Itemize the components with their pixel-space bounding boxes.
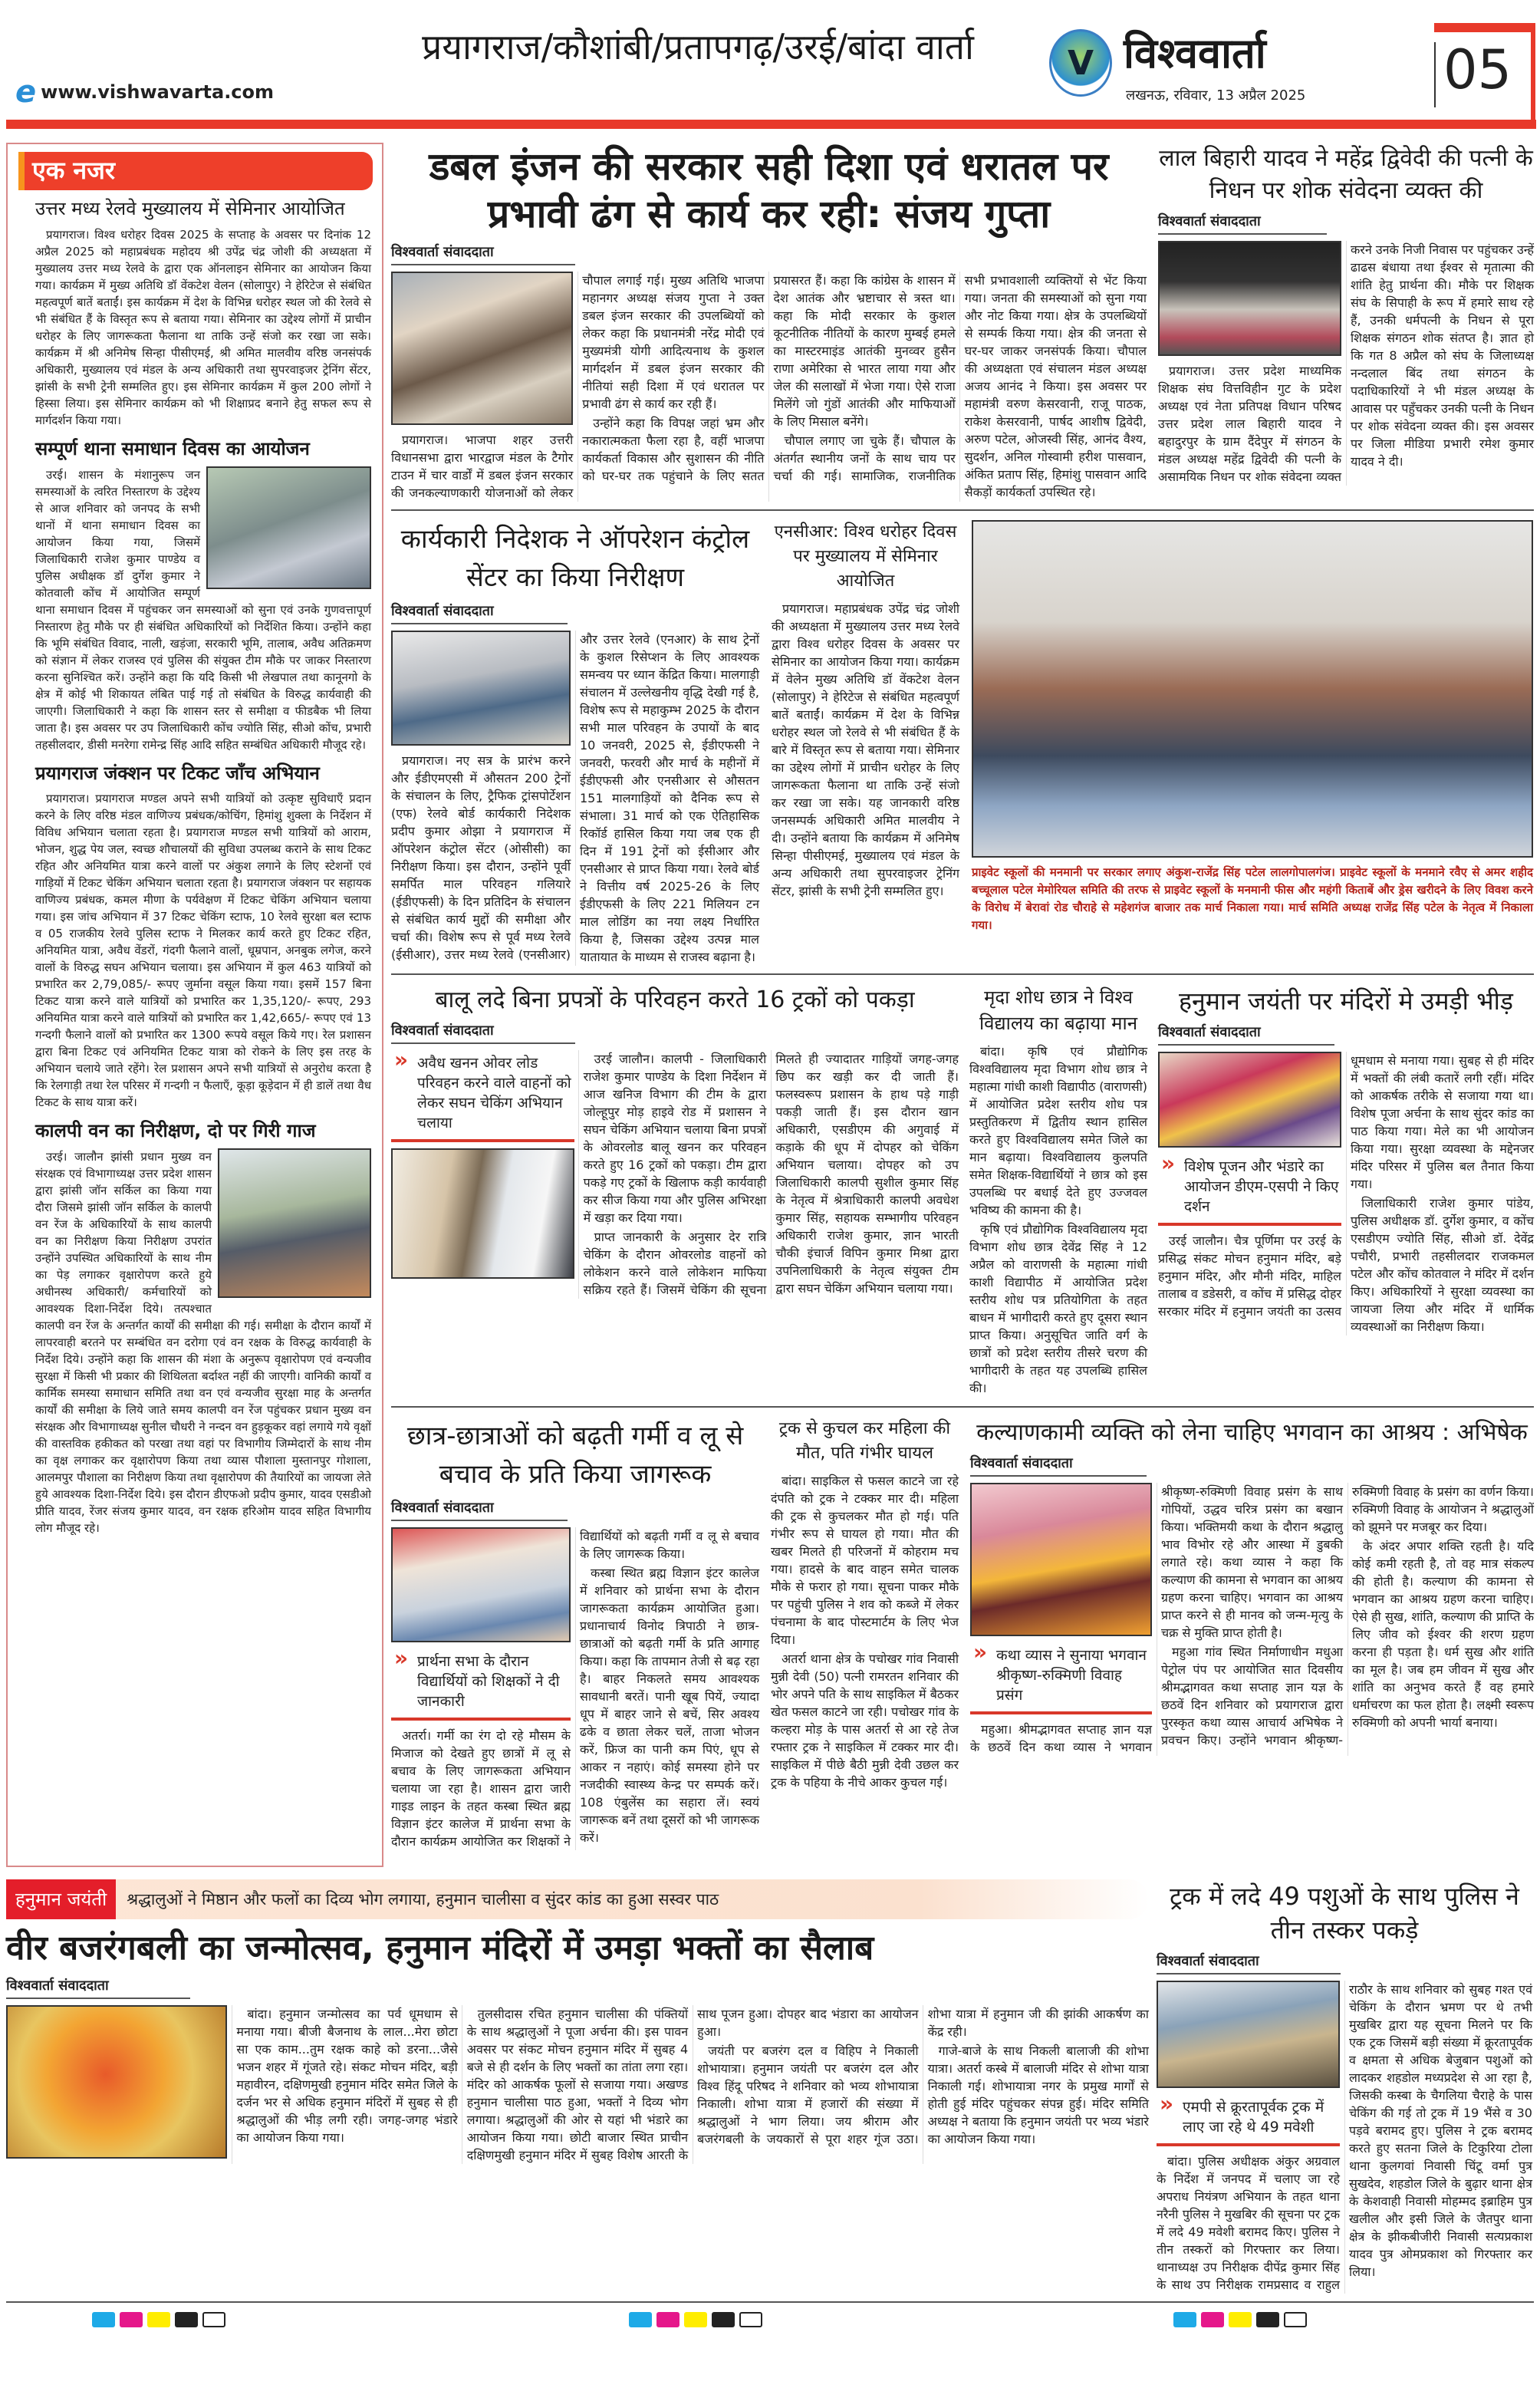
article-title: उत्तर मध्य रेलवे मुख्यालय में सेमिनार आयोजित bbox=[35, 198, 345, 219]
kathavyas-photo bbox=[970, 1483, 1152, 1636]
students-body bbox=[391, 1527, 759, 1850]
double-chevron-icon: » bbox=[394, 1047, 409, 1072]
hanuman-urai-body bbox=[1158, 1052, 1534, 1336]
page-number: 05 bbox=[1443, 38, 1512, 101]
kathavyas-headline: कल्याणकामी व्यक्ति को लेना चाहिए भगवान का आश्रय : अभिषेक bbox=[976, 1419, 1528, 1446]
protest-photo bbox=[972, 520, 1533, 858]
kathavyas-pullquote: » कथा व्यास ने सुनाया भगवान श्रीकृष्ण-रुक्मिणी विवाह प्रसंग bbox=[970, 1642, 1152, 1714]
divider bbox=[1434, 42, 1436, 107]
byline: विश्ववार्ता संवाददाता bbox=[391, 601, 568, 624]
hanuman-urai-article bbox=[1158, 984, 1534, 1398]
lead-headline: डबल इंजन की सरकार सही दिशा एवं धरातल पर प्रभावी ढंग से कार्य कर रही: संजय गुप्ता bbox=[429, 144, 1109, 236]
sand-article bbox=[391, 984, 959, 1398]
condolence-photo bbox=[1158, 241, 1341, 356]
paragraph: प्राप्त जानकारी के अनुसार देर रात्रि चेकिंग के दौरान ओवरलोड वाहनों को लोकेशन करने वाले लोकेशन माफिया सक्रिय रहते हैं। जिसमें चेकिंग की सूचना मिलते ही ज्यादातर गाड़ियों जगह-जगह छिप कर खड़ी कर दी जाती हैं। फलस्वरूप प्रशासन के हाथ पड़े गाड़ी पकड़ी जाती हैं। इस दौरान खान अधिकारी, एसडीएम की अगुवाई में कड़ाके की धूप में दोपहर को चेकिंग अभियान चलाया। दोपहर को उप जिलाधिकारी कालपी सुशील कुमार सिंह के नेतृत्व में श्रेत्राधिकारी कालपी अवधेश कुमार सिंह, सहायक सम्भागीय परिवहन अधिकारी राजेश कुमार, ज्ञान भारती चौकी इंचार्ज विपिन कुमार मिश्रा द्वारा उपनिलाधिकारी के नेतृत्व संयुक्त टीम द्वारा सघन चेकिंग अभियान चलाया गया। bbox=[583, 1052, 959, 1297]
byline: विश्ववार्ता संवाददाता bbox=[1158, 212, 1327, 235]
byline: विश्ववार्ता संवाददाता bbox=[391, 1498, 568, 1521]
hanuman-urai-headline: हनुमान जयंती पर मंदिरों मे उमड़ी भीड़ bbox=[1179, 986, 1513, 1016]
paragraph: बांदा। पुलिस अधीक्षक अंकुर अग्रवाल के निर्देश में जनपद में चलाए जा रहे अपराध नियंत्रण अभियान के तहत थाना नरैनी पुलिस ने मुखबिर की सूचना पर ट्रक में लदे 49 मवेशी बरामद किए। पुलिस ने तीन तस्करों को गिरफ्तार कर लिया। थानाध्यक्ष उप निरीक्षक दीपेंद्र कुमार सिंह के साथ उप निरीक्षक रामप्रसाद व राहुल राठौर के साथ शनिवार को सुबह गश्त एवं चेकिंग के दौरान भ्रमण पर थे तभी मुखबिर द्वारा यह सूचना मिलने पर कि एक ट्रक जिसमें बड़ी संख्या में क्रूरतापूर्वक व क्षमता से अधिक बेजुबान पशुओं को लादकर शहडोल मध्यप्रदेश से आ रहा है, जिसकी कस्बा के चैगलिया चैराहे के पास चेकिंग की गई तो ट्रक में 19 भैंसे व 30 पड़वे बरामद हुए। पुलिस ने ट्रक बरामद करते हुए सतना जिले के टिकुरिया टोला थाना कुलगवां निवासी चिंटू वर्मा पुत्र सुखदेव, शहडोल जिले के बुढ़ार थाना क्षेत्र के केशवाही निवासी मोहम्मद इब्राहिम पुत्र खलील और इसी जिले के जैतपुर थाना क्षेत्र के झीकबीजीरी निवासी सत्यप्रकाश यादव पुत्र ओमप्रकाश को गिरफ्तार कर लिया। bbox=[1157, 1982, 1532, 2292]
cattle-pullquote: » एमपी से क्रूरतापूर्वक ट्रक में लाए जा रहे थे 49 मवेशी bbox=[1157, 2094, 1340, 2146]
article-body bbox=[35, 466, 371, 753]
paragraph: महुआ गांव स्थित निर्माणाधीन मधुआ पेट्रोल पंप पर आयोजित सात दिवसीय श्रीमद्भागवत कथा सप्ताह ज्ञान यज्ञ के छठवें दिन शनिवार को प्रयागराज द्वारा पुरस्कृत कथा व्यास आचार्य अभिषेक ने प्रवचन किए। उन्होंने भगवान श्रीकृष्ण-रुक्मिणी विवाह के प्रसंग का वर्णन किया। रुक्मिणी विवाह के आयोजन ने श्रद्धालुओं को झूमने पर मजबूर कर दिया। bbox=[1161, 1484, 1534, 1747]
sand-headline: बालू लदे बिना प्रपत्रों के परिवहन करते 16 ट्रकों को पकड़ा bbox=[435, 986, 915, 1013]
ncr-headline: एनसीआर: विश्व धरोहर दिवस पर मुख्यालय में सेमिनार आयोजित bbox=[774, 522, 957, 591]
truck-accident-headline: ट्रक से कुचल कर महिला की मौत, पति गंभीर घायल bbox=[778, 1419, 951, 1463]
lead-body bbox=[391, 272, 1147, 502]
hanuman-urai-pullquote: » विशेष पूजन और भंडारे का आयोजन डीएम-एसपी ने किए दर्शन bbox=[1158, 1154, 1341, 1226]
paragraph: उरई जालौन। कालपी - जिलाधिकारी राजेश कुमार पाण्डेय के दिशा निर्देशन में आज खनिज विभाग की टीम के द्वारा जोल्हूपुर मोड़ हाइवे रोड में प्रशासन ने सघन चेकिंग अभियान चलाया बिना प्रपत्रों के ओवरलोड बालू खनन कर परिवहन करते हुए 16 ट्रकों को पकड़ा। टीम द्वारा पकड़े गए ट्रकों के खिलाफ कड़ी कार्यवाही कर सीज किया गया और पुलिस अभिरक्षा में खड़ा कर दिया गया। bbox=[583, 1052, 767, 1225]
paragraph: जयंती पर बजरंग दल व विहिप ने निकाली शोभायात्रा। हनुमान जयंती पर बजरंग दल और विश्व हिंदू परिषद ने शनिवार को भव्य शोभायात्रा निकाली। शोभा यात्रा में हजारों की संख्या में श्रद्धालुओं ने भाग लिया। जय श्रीराम और बजरंगबली के जयकारों से पूरा शहर गूंज उठा। शोभा यात्रा में हनुमान जी की झांकी आकर्षण का केंद्र रही। bbox=[697, 2007, 1149, 2146]
paragraph: गाजे-बाजे के साथ निकली बालाजी की शोभा यात्रा। अतर्रा कस्बे में बालाजी मंदिर से शोभा यात्रा निकाली गई। शोभायात्रा नगर के प्रमुख मार्गों से होती हुई मंदिर पहुंचकर संपन्न हुई। मंदिर समिति अध्यक्ष ने बताया कि हनुमान जयंती पर भव्य भंडारे का आयोजन किया गया। bbox=[927, 2044, 1149, 2146]
condolence-article bbox=[1158, 143, 1534, 502]
byline: विश्ववार्ता संवाददाता bbox=[1157, 1951, 1341, 1974]
paragraph: के अंदर अपार शक्ति रहती है। यदि कोई कमी रहती है, तो वह मात्र संकल्प की होती है। कल्याण की कामना से भगवान का आश्रय ग्रहण करना चाहिए। ऐसे ही सुख, शांति, कल्याण की प्राप्ति के लिए जीव को ईश्वर की शरण ग्रहण करना ही पड़ता है। धर्म सुख और शांति का मूल है। जब हम जीवन में सुख और शांति का अनुभव करते हैं वह हमारे धर्माचरण का फल होता है। लक्ष्मी स्वरूप रुक्मिणी को अपनी भार्या बनाया। bbox=[1352, 1539, 1534, 1730]
ncr-article bbox=[772, 520, 959, 966]
kathavyas-article bbox=[970, 1417, 1534, 1850]
paragraph: बांदा। हनुमान जन्मोत्सव का पर्व धूमधाम से मनाया गया। बीजी बैजनाथ के लाल...मेरा छोटा सा एक काम...तुम रक्षक काहे को डरना...जैसे भजन शहर में गूंजते रहे। संकट मोचन मंदिर, बड़ी महावीरन, दक्षिणमुखी हनुमान मंदिर समेत जिले के दर्जन भर से अधिक हनुमान मंदिरों में सुबह से ही श्रद्धालुओं की भीड़ लगी रही। जगह-जगह भंडारे का आयोजन किया गया। bbox=[236, 2007, 458, 2145]
kathavyas-body bbox=[970, 1483, 1534, 1756]
paragraph: बांदा। साइकिल से फसल काटने जा रहे दंपति को ट्रक ने टक्कर मार दी। महिला की ट्रक से कुचलकर मौत हो गई। पति गंभीर रूप से घायल हो गया। मौत की खबर मिलते ही परिजनों में कोहराम मच गया। हादसे के बाद वाहन समेत चालक मौके से फरार हो गया। सूचना पाकर मौके पर पहुंची पुलिस ने शव को कब्जे में लेकर पंचनामा के बाद पोस्टमार्टम के लिए भेज दिया। bbox=[771, 1474, 959, 1647]
article-body bbox=[35, 226, 371, 429]
band-subheadline: श्रद्धालुओं ने मिष्ठान और फलों का दिव्य भोग लगाया, हनुमान चालीसा व सुंदर कांड का हुआ सस्वर पाठ bbox=[127, 1890, 719, 1909]
police-seized-truck-photo bbox=[1157, 1981, 1340, 2088]
article-title: सम्पूर्ण थाना समाधान दिवस का आयोजन bbox=[35, 437, 310, 459]
color-swatches-right bbox=[1173, 2312, 1307, 2327]
students-photo bbox=[391, 1527, 571, 1642]
edition-title: प्रयागराज/कौशांबी/प्रतापगढ़/उरई/बांदा वार्ता bbox=[422, 26, 974, 68]
hanuman-jayanti-band bbox=[6, 1879, 1149, 1919]
paragraph: प्रयागराज। महाप्रबंधक उपेंद्र चंद्र जोशी की अध्यक्षता में मुख्यालय उत्तर मध्य रेलवे द्वारा विश्व धरोहर दिवस के अवसर पर सेमिनार का आयोजन किया गया। कार्यक्रम में वेलेन मुख्य अतिथि डॉ वेंकटेश वेलन (सोलापुर) ने हेरिटेज से संबंधित महत्वपूर्ण बातें बताईं। कार्यक्रम में देश के विभिन्न धरोहर स्थल जो रेलवे से भी संबंधित हैं के बारे में विस्तृत रूप से बताया गया। सेमिनार का उद्देश्य लोगों में प्राचीन धरोहर के लिए जागरूकता फैलाना था ताकि उन्हें संजो कर रखा जा सके। यह जानकारी वरिष्ठ जनसम्पर्क अधिकारी अमित मालवीय ने दी। उन्होंने बताया कि कार्यक्रम में अनिमेष सिन्हा पीसीएमई, मुख्यालय एवं मंडल के अन्य अधिकारी तथा सुपरवाइजर ट्रेनिंग सेंटर, झांसी के सभी ट्रेनी सम्मलित हुए। bbox=[772, 601, 959, 898]
header-red-bar bbox=[6, 120, 1536, 129]
color-swatches-mid bbox=[629, 2312, 762, 2327]
condolence-body bbox=[1158, 241, 1534, 486]
browser-e-icon: e bbox=[15, 74, 37, 110]
sand-pullquote: » अवैध खनन ओवर लोड परिवहन करने वाले वाहनों को लेकर सघन चेकिंग अभियान चलाया bbox=[391, 1050, 574, 1142]
paragraph: प्रयागराज। उत्तर प्रदेश माध्यमिक शिक्षक संघ वित्तविहीन गुट के प्रदेश अध्यक्ष एवं नेता प्रतिपक्ष विधान परिषद उत्तर प्रदेश लाल बिहारी यादव ने बहादुरपुर के ग्राम दैंदेपुर में संगठन के मंडल अध्यक्ष महेंद्र द्विवेदी की पत्नी के असामयिक निधन पर शोक संवेदना व्यक्त करने उनके निजी निवास पर पहुंचकर उन्हें ढाढस बंधाया तथा ईश्वर से मृतात्मा की शांति हेतु प्रार्थना की। मौके पर शिक्षक संघ के सिपाही के रूप में हमारे साथ रहे हैं, उनकी धर्मपत्नी के निधन से पूरा शिक्षक संगठन शोक संतप्त है। ज्ञात हो कि गत 8 अप्रैल को संघ के जिलाध्यक्ष नन्दलाल बिंद तथा संगठन के पदाधिकारियों ने भी मंडल अध्यक्ष के आवास पर पहुँचकर उनकी पत्नी के निधन पर शोक संवेदना व्यक्त की। इस अवसर पर जिला मीडिया प्रभारी रमेश कुमार यादव ने दी। bbox=[1158, 242, 1534, 484]
article-title: प्रयागराज जंक्शन पर टिकट जाँच अभियान bbox=[35, 762, 320, 784]
website-link[interactable]: e www.vishwavarta.com bbox=[15, 74, 275, 110]
byline: विश्ववार्ता संवाददाता bbox=[970, 1454, 1147, 1477]
article-title: कालपी वन का निरीक्षण, दो पर गिरी गाज bbox=[35, 1120, 316, 1142]
protest-article bbox=[972, 520, 1533, 966]
paragraph: जिलाधिकारी राजेश कुमार पांडेय, पुलिस अधीक्षक डॉ. दुर्गेश कुमार, व कोंच एसडीएम ज्योति सिंह, सीओ डॉ. देवेंद्र पचौरी, प्रभारी तहसीलदार राजकमल पटेल और कोंच कोतवाल ने मंदिर में दर्शन किए। अधिकारियों ने सुरक्षा व्यवस्था का जायजा लिया और मंदिर में धार्मिक व्यवस्थाओं का निरीक्षण किया। bbox=[1351, 1196, 1534, 1334]
soil-headline: मृदा शोध छात्र ने विश्व विद्यालय का बढ़ाया मान bbox=[979, 986, 1138, 1034]
sand-trucks-photo bbox=[391, 1148, 574, 1279]
paragraph: उरई जालौन। चैत्र पूर्णिमा पर उरई के प्रसिद्ध संकट मोचन हनुमान मंदिर, बड़े हनुमान मंदिर, और मौनी मंदिर, माहिल तालाब व डडेसरी, व कोंच में प्रसिद्ध दोहर सरकार मंदिर में हनुमान जयंती का उत्सव धूमधाम से मनाया गया। सुबह से ही मंदिर में भक्तों की लंबी कतारें लगी रहीं। मंदिर को आकर्षक तरीके से सजाया गया था। विशेष पूजा अर्चना के साथ सुंदर कांड का पाठ किया गया। मेले का भी आयोजन किया गया। सुरक्षा व्यवस्था के मद्देनजर मंदिर परिसर में पुलिस बल तैनात किया गया। bbox=[1158, 1053, 1534, 1319]
students-pullquote: » प्रार्थना सभा के दौरान विद्यार्थियों को शिक्षकों ने दी जानकारी bbox=[391, 1648, 571, 1721]
sand-body bbox=[391, 1047, 959, 1299]
bottom-headline: वीर बजरंगबली का जन्मोत्सव, हनुमान मंदिरों में उमड़ा भक्तों का सैलाब bbox=[6, 1928, 874, 1968]
brand-name: विश्ववार्ता bbox=[1124, 29, 1266, 77]
paragraph: उरई। शासन के मंशानुरूप जन समस्याओं के त्वरित निस्तारण के उद्देश्य से आज शनिवार को जनपद के सभी थानों में थाना समाधान दिवस का आयोजन किया गया, जिसमें जिलाधिकारी राजेश कुमार पाण्डेय व पुलिस अधीक्षक डॉ दुर्गेश कुमार ने कोतवाली कोंच में आयोजित सम्पूर्ण थाना समाधान दिवस में पहुंचकर जन समस्याओं को सुना एवं उनके गुणवत्तापूर्ण निस्तारण हेतु मौके पर ही संबंधित अधिकारियों को निर्देशित किया। उन्होंने कहा कि भूमि संबंधित विवाद, नाली, खड़ंजा, सरकारी भूमि, तालाब, अवैध अतिक्रमण को संज्ञान में लेकर राजस्व एवं पुलिस की संयुक्त टीम मौके पर जाकर निस्तारण करना सुनिश्चित करें। उन्होंने कहा कि यदि किसी भी लेखपाल तथा कानूनगो के क्षेत्र में कोई भी शिकायत लंबित पाई गई तो संबंधित के विरुद्ध कार्यवाही की जाएगी। जिलाधिकारी ने कहा कि शासन स्तर से समीक्षा व फीडबैक भी लिया जाता है। इस अवसर पर उप जिलाधिकारी कोंच ज्योति सिंह, सीओ कोंच, प्रभारी तहसीलदार, डीसी मनरेगा रामेन्द्र सिंह आदि सहित सम्बंधित अधिकारी मौजूद रहे। bbox=[35, 467, 371, 752]
temple-crowd-photo bbox=[1158, 1052, 1341, 1148]
byline: विश्ववार्ता संवाददाता bbox=[6, 1976, 190, 1999]
students-headline: छात्र-छात्राओं को बढ़ती गर्मी व लू से बचाव के प्रति किया जागरूक bbox=[406, 1421, 744, 1490]
cattle-body bbox=[1157, 1981, 1532, 2294]
lead-article bbox=[391, 143, 1147, 502]
condolence-headline: लाल बिहारी यादव ने महेंद्र द्विवेदी की पत्नी के निधन पर शोक संवेदना व्यक्त की bbox=[1159, 145, 1533, 204]
byline: विश्ववार्ता संवाददाता bbox=[1158, 1023, 1334, 1046]
kalpi-van-photo bbox=[218, 1148, 371, 1298]
paragraph: अतर्रा थाना क्षेत्र के पचोखर गांव निवासी मुन्नी देवी (50) पत्नी रामरतन शनिवार की भोर अपने पति के साथ साइकिल में बैठकर खेत फसल काटने जा रही। पचोखर गांव के कल्हरा मोड़ के पास अतर्रा से आ रहे तेज रफ्तार ट्रक ने साइकिल में टक्कर मार दी। साइकिल में पीछे बैठी मुन्नी देवी उछल कर ट्रक के पहिया के नीचे आकर कुचल गई। bbox=[771, 1652, 959, 1790]
paragraph: प्रयागराज। भाजपा शहर उत्तरी विधानसभा द्वारा भारद्वाज मंडल के टैगोर टाउन में चार वार्डों में डबल इंजन सरकार की जनकल्याणकारी योजनाओं को लेकर चौपाल लगाई गई। मुख्य अतिथि भाजपा महानगर अध्यक्ष संजय गुप्ता ने उक्त डबल इंजन सरकार की उपलब्धियों को लेकर कहा कि प्रधानमंत्री नरेंद्र मोदी एवं मुख्यमंत्री योगी आदित्यनाथ के कुशल मार्गदर्शन में डबल इंजन सरकार की नीतियां सही दिशा में एवं धरातल पर प्रभावी ढंग से कार्य कर रही हैं। bbox=[391, 273, 765, 500]
operation-headline: कार्यकारी निदेशक ने ऑपरेशन कंट्रोल सेंटर का किया निरीक्षण bbox=[400, 524, 750, 593]
truck-accident-article bbox=[771, 1417, 959, 1850]
double-chevron-icon: » bbox=[1161, 1151, 1176, 1176]
byline: विश्ववार्ता संवाददाता bbox=[391, 1021, 575, 1044]
operation-control-photo bbox=[391, 631, 571, 746]
color-swatches-left bbox=[92, 2312, 225, 2327]
dateline: लखनऊ, रविवार, 13 अप्रैल 2025 bbox=[1126, 87, 1306, 104]
print-registration-marks bbox=[0, 2312, 1540, 2343]
paragraph: बांदा। कृषि एवं प्रौद्योगिक विश्वविद्यालय मृदा विभाग शोध छात्र ने महात्मा गांधी काशी विद्यापीठ (वाराणसी) में आयोजित प्रदेश स्तरीय शोध पत्र प्रस्तुतिकरण में द्वितीय स्थान हासिल करते हुए विश्वविद्यालय समेत जिले का मान बढ़ाया। विश्वविद्यालय कुलपति समेत शिक्षक-विद्यार्थियों ने छात्र को इस उपलब्धि पर बधाई देते हुए उज्जवल भविष्य की कामना की है। bbox=[969, 1044, 1147, 1217]
article-body bbox=[35, 790, 371, 1111]
paragraph: अतर्रा। गर्मी का रंग दो रहे मौसम के मिजाज को देखते हुए छात्रों में लू से बचाव के लिए जागरूकता अभियान चलाया जा रहा है। शासन द्वारा जारी गाइड लाइन के तहत कस्बा स्थित ब्रह्म विज्ञान इंटर कालेज में प्रार्थना सभा के दौरान कार्यक्रम आयोजित कर शिक्षकों ने विद्यार्थियों को बढ़ती गर्मी व लू से बचाव के लिए जागरूक किया। bbox=[391, 1529, 759, 1849]
paragraph: प्रयागराज। विश्व धरोहर दिवस 2025 के सप्ताह के अवसर पर दिनांक 12 अप्रैल 2025 को महाप्रबंधक महोदय श्री उपेंद्र चंद्र जोशी की अध्यक्षता में मुख्यालय उत्तर मध्य रेलवे के द्वारा एक ऑनलाइन सेमिनार का आयोजन किया गया। कार्यक्रम में मुख्य अतिथि डॉ वेंकटेश वेलन (सोलापुर) ने हेरिटेज से संबंधित महत्वपूर्ण बातें बताईं। इस कार्यक्रम में देश के विभिन्न धरोहर स्थल जो की रेलवे से भी संबंधित हैं के विस्तृत रूप से बताया गया। सेमिनार का उद्देश्य लोगों में प्राचीन धरोहर के लिए जागरूकता फैलाना था ताकि उन्हें संजो कर रखा जा सके। कार्यक्रम में श्री अनिमेष सिन्हा पीसीएमई, श्री अमित मालवीय वरिष्ठ जनसंपर्क अधिकारी, मुख्यालय एवं मंडल के अन्य अधिकारी तथा सुपरवाइजर ट्रेनिंग सेंटर, झांसी के सभी ट्रेनी सम्मलित हुए। इस सेमिनार कार्यक्रम में कुल 200 लोगों ने हिस्सा लिया। इस सेमिनार कार्यक्रम को भी शिक्षाप्रद बनाने हेतु सफल रूप से मार्गदर्शन किया गया। bbox=[35, 227, 371, 427]
bottom-hanuman-article bbox=[6, 1879, 1149, 2294]
operation-article bbox=[391, 520, 759, 966]
ncr-body bbox=[772, 600, 959, 900]
soil-body bbox=[969, 1042, 1147, 1397]
brand-logo-icon: V bbox=[1049, 29, 1112, 97]
article-body bbox=[35, 1148, 371, 1536]
paragraph: उन्होंने कहा कि विपक्ष जहां भ्रम और नकारात्मकता फैला रहा है, वहीं भाजपा कार्यकर्ता विकास और सुशासन की नीति को घर-घर तक पहुंचाने के लिए सतत प्रयासरत हैं। कहा कि कांग्रेस के शासन में देश आतंक और भ्रष्टाचार से त्रस्त था। कहा कि मोदी सरकार के कुशल कूटनीतिक नीतियों के कारण मुम्बई हमले का मास्टरमाइंड आतंकी मुनव्वर हुसैन राणा अमेरिका से भारत लाया गया और जेल की सलाखों में भेजा गया। ऐसे राजा मिलेंगे जो गुंडों आतंकी और माफियाओं के लिए मिसाल बनेंगे। bbox=[582, 273, 956, 483]
ek-nazar-banner: एक नजर bbox=[18, 152, 373, 190]
double-chevron-icon: » bbox=[1160, 2091, 1174, 2116]
bottom-body bbox=[6, 2005, 1149, 2164]
double-chevron-icon: » bbox=[973, 1639, 988, 1665]
cattle-article bbox=[1157, 1879, 1532, 2294]
ek-nazar-column bbox=[6, 143, 383, 1867]
section-label: हनुमान जयंती bbox=[6, 1879, 116, 1919]
paragraph: कस्बा स्थित ब्रह्म विज्ञान इंटर कालेज में शनिवार को प्रार्थना सभा के दौरान जागरूकता कार्यक्रम आयोजित हुआ। प्रधानाचार्य विनोद त्रिपाठी ने छात्र-छात्राओं को बढ़ती गर्मी के प्रति आगाह किया। कहा कि तापमान तेजी से बढ़ रहा है। बाहर निकलते समय आवश्यक सावधानी बरतें। पानी खूब पियें, ज्यादा धूप में बाहर जाने से बचें, सिर अवश्य ढके व छाता लेकर चलें, ताजा भोजन करें, फ्रिज का पानी कम पिएं, धूप से आकर न नहाएं। कोई समस्या होने पर नजदीकी स्वास्थ्य केन्द्र पर सम्पर्क करें। 108 एंबुलेंस का सहारा लें। स्वयं जागरूक बनें तथा दूसरों को भी जागरूक करें। bbox=[580, 1566, 759, 1845]
protest-caption: प्राइवेट स्कूलों की मनमानी पर सरकार लगाए अंकुश-राजेंद्र सिंह पटेल लालगोपालगंज। प्राइवेट स्कूलों के मनमाने रवैए से अमर शहीद बच्चूलाल पटेल मेमोरियल समिति की तरफ से प्राइवेट स्कूलों के मनमानी फीस और महंगी किताबें और ड्रेस खरीदने के लिए विवश करने के विरोध में बेरावां रोड चौराहे से महेशगंज बाजार तक मार्च निकाला गया। मार्च समिति अध्यक्ष राजेंद्र सिंह पटेल के नेतृत्व में निकाला गया। bbox=[972, 865, 1533, 932]
students-article bbox=[391, 1417, 759, 1850]
paragraph: कृषि एवं प्रौद्योगिक विश्वविद्यालय मृदा विभाग शोध छात्र देवेंद्र सिंह ने 12 अप्रैल को वाराणसी के महात्मा गांधी काशी विद्यापीठ में आयोजित प्रदेश स्तरीय शोध पत्र प्रतियोगिता के तहत बाधन में भागीदारी करते हुए दूसरा स्थान प्राप्त किया। अनुसूचित जाति वर्ग के छात्रों को प्रदेश स्तरीय तीसरे चरण की भागीदारी के तहत यह उपलब्धि हासिल की। bbox=[969, 1222, 1147, 1395]
paragraph: महुआ। श्रीमद्भागवत सप्ताह ज्ञान यज्ञ के छठवें दिन कथा व्यास ने भगवान श्रीकृष्ण-रुक्मिणी विवाह प्रसंग के साथ गोपियों, उद्धव चरित्र प्रसंग का बखान किया। भक्तिमयी कथा के दौरान श्रद्धालु भाव विभोर रहे और आस्था में डुबकी लगाते रहे। कथा व्यास ने कहा कि कल्याण की कामना से भगवान का आश्रय ग्रहण करना चाहिए। भगवान का आश्रय प्राप्त करने से ही मानव को जन्म-मृत्यु के चक्र से मुक्ति प्राप्त होती है। bbox=[970, 1484, 1343, 1754]
operation-body bbox=[391, 631, 759, 966]
paragraph: प्रयागराज। नए सत्र के प्रारंभ करने और ईडीएमएसी में औसतन 200 ट्रेनों के संचालन के लिए, ट्रैफिक ट्रांसपोर्टेशन (एफ) रेलवे बोर्ड कार्यकारी निदेशक प्रदीप कुमार ओझा ने प्रयागराज में ऑपरेशन कंट्रोल सेंटर (ओसीसी) का निरीक्षण किया। इस दौरान, उन्होंने पूर्वी समर्पित माल परिवहन गलियारे (ईडीएफसी) के दिन प्रतिदिन के संचालन से संबंधित कार्य मुद्दों की समीक्षा और चर्चा की। विशेष रूप से पूर्व मध्य रेलवे (ईसीआर), उत्तर मध्य रेलवे (एनसीआर) और उत्तर रेलवे (एनआर) के साथ ट्रेनों के कुशल रिसेप्शन के लिए आवश्यक समन्वय पर ध्यान केंद्रित किया। मालगाड़ी संचालन में उल्लेखनीय वृद्धि देखी गई है, विशेष रूप से महाकुम्भ 2025 के दौरान सभी माल परिवहन के उपायों के बाद 10 जनवरी, 2025 से, ईडीएफसी ने जनवरी, फरवरी और मार्च के महीनों में ईडीएफसी और एनसीआर से औसतन 151 मालगाड़ियों को दैनिक रूप से संभाला। 31 मार्च को एक ऐतिहासिक रिकॉर्ड हासिल किया गया जब एक ही दिन में 191 ट्रेनों को ईसीआर और एनसीआर से प्राप्त किया गया। रेलवे बोर्ड ने वित्तीय वर्ष 2025-26 के लिए ईडीएफसी के लिए 221 मिलियन टन माल लोडिंग का नया लक्ष्य निर्धारित किया है, जिसका उद्देश्य उत्पन्न माल यातायात के माध्यम से राजस्व बढ़ाना है। bbox=[391, 632, 759, 964]
paragraph: प्रयागराज। प्रयागराज मण्डल अपने सभी यात्रियों को उत्कृष्ट सुविधाएँ प्रदान करने के लिए वरिष्ठ मंडल वाणिज्य प्रबंधक/कोचिंग, हिमांशु शुक्ला के निर्देशन में विविध अभियान चलाता रहता है। प्रयागराज मण्डल सभी यात्रियों को आराम, भोजन, शुद्ध पेय जल, स्वच्छ शौचालयों की सुविधा उपलब्ध कराने के साथ टिकट रहित और अनियमित यात्रा करने वालों पर अंकुश लगाने के लिए स्टेशनों एवं गाड़ियों में टिकट चेकिंग अभियान चलाता रहता है। प्रयागराज जंक्शन पर सहायक वाणिज्य प्रबंधक, कमल मीणा के पर्यवेक्षण में टिकट चेकिंग अभियान चलाया गया। इस जांच अभियान में 37 टिकट चेकिंग स्टाफ, 10 रेलवे सुरक्षा बल स्टाफ व 05 राजकीय रेलवे पुलिस स्टाफ ने मिलकर कार्य करते हुए टिकट रहित, अनियमित यात्रा, अवैध वेंडरों, गंदगी फैलाने वालों, धूम्रपान, अनबुक लगेज, करने वालों के विरुद्ध सघन अभियान चलाया। इस अभियान में कुल 463 यात्रियों को प्रभारित कर 2,79,085/- रूपए जुर्माना वसूल किया गया। इसमें 157 बिना टिकट यात्रा करने वाले यात्रियों को प्रभारित कर 1,35,120/- रूपए, 293 अनियमित यात्रा करने वाले यात्रियों को प्रभारित कर 1,42,665/- रूपए एवं 13 गन्दगी फैलाने वालों को प्रभारित कर 1300 रूपये वसूल किये गए। रेल प्रशासन द्वारा बिना टिकट एवं अनियमित टिकट यात्रा को रोकने के लिए इस तरह के अभियान चलाये जाते रहेंगे। रेल प्रशासन अपने सभी यात्रियों से अनुरोध करता है कि रेलगाड़ी तथा रेल परिसर में गन्दगी न फैलाएँ, कूड़ा कूड़ेदान में ही डालें तथा वैध टिकट के साथ यात्रा करें। bbox=[35, 792, 371, 1110]
paragraph: चौपाल लगाए जा चुके हैं। चौपाल के अंतर्गत स्थानीय जनों के साथ चाय पर चर्चा की गई। सामाजिक, राजनीतिक सभी प्रभावशाली व्यक्तियों से भेंट किया गया। जनता की समस्याओं को सुना गया और नोट किया गया। क्षेत्र के उपलब्धियों से सम्पर्क किया गया। क्षेत्र की जनता से घर-घर जाकर जनसंपर्क किया। चौपाल की अध्यक्षता एवं संचालन मंडल अध्यक्ष अजय आनंद ने किया। इस अवसर पर महामंत्री वरुण केसरवानी, राजू पाठक, राकेश केसरवानी, पार्षद आशीष द्विवेदी, अरुण पटेल, ओजस्वी सिंह, आनंद वैश्य, सुदर्शन, अनिल गोस्वामी हरीश पासवान, अंकित प्रताप सिंह, हिमांशु पासवान आदि सैकड़ों कार्यकर्ता उपस्थित रहे। bbox=[773, 273, 1147, 499]
bajrangbali-idol-photo bbox=[6, 2005, 227, 2159]
soil-article bbox=[969, 984, 1147, 1398]
paragraph: उरई। जालौन झांसी प्रधान मुख्य वन संरक्षक एवं विभागाध्यक्ष उत्तर प्रदेश शासन द्वारा झांसी जॉन सर्किल का किया गया दौरा जिसमे झांसी जॉन सर्किल के कालपी वन रेंज के अधिकारियों के साथ कालपी वन का निरीक्षण किया निरीक्षण उपरांत उन्होंने उपस्थित अधिकारियों के साथ नीम का पेड़ लगाकर वृक्षारोपण करते हुये अधीनस्थ अधिकारी/ कर्मचारियों को आवश्यक दिशा-निर्देश दिये। तत्पश्चात कालपी वन रेंज के अन्तर्गत कार्यों की समीक्षा की गई। समीक्षा के दौरान कार्यों में लापरवाही बरतने पर सम्बंधित वन दरोगा एवं वन रक्षक के विरुद्ध कार्यवाही के निर्देश दिये। उन्होंने कहा कि शासन की मंशा के अनुरूप वृक्षारोपण एवं वन्यजीव सुरक्षा में किसी भी प्रकार की शिथिलता बर्दाश्त नहीं की जाएगी। वानिकी कार्यों व कार्मिक समस्या समाधान समिति तथा वन एवं वन्यजीव सुरक्षा माह के अन्तर्गत कार्यों की समीक्षा के लिये जाते समय कालपी वन रेंज पहुंचकर प्रधान मुख्य वन संरक्षक और विभागाध्यक्ष सुनील चौधरी ने नन्दन वन हुड़कूकर वहां लगाये गये वृक्षों की वास्तविक हकीकत को परखा तथा वहां पर विभागीय जिम्मेदारों के साथ नीम का वृक्ष लगाकर कर वृक्षारोपण किया तथा व्यास पौशाला मुस्तानपुर गोशाला, आलमपुर पौशाला का निरीक्षण किया तथा वृक्षारोपण की तैयारियों का जायजा लेते हुये आवश्यक दिशा-निर्देश दिये। इस दौरान डीएफओ प्रदीप कुमार, यादव एसडीओ प्रीति यादव, रेंजर संजय कुमार यादव, वन रक्षक हरिओम यादव सहित विभागीय लोग मौजूद रहे। bbox=[35, 1150, 371, 1536]
truck-accident-body bbox=[771, 1472, 959, 1791]
thana-samadhan-photo bbox=[206, 466, 371, 589]
divider bbox=[6, 2301, 1534, 2303]
byline: विश्ववार्ता संवाददाता bbox=[391, 242, 575, 265]
cattle-headline: ट्रक में लदे 49 पशुओं के साथ पुलिस ने तीन तस्कर पकड़े bbox=[1170, 1882, 1519, 1945]
lead-photo bbox=[391, 272, 573, 425]
double-chevron-icon: » bbox=[394, 1645, 409, 1671]
masthead bbox=[0, 0, 1540, 132]
paragraph: तुलसीदास रचित हनुमान चालीसा की पंक्तियों के साथ श्रद्धालुओं ने पूजा अर्चना की। इस पावन अवसर पर संकट मोचन हनुमान मंदिर में सुबह 4 बजे से ही दर्शन के लिए भक्तों का तांता लगा रहा। मंदिर को आकर्षक फूलों से सजाया गया। अखण्ड हनुमान चालीसा पाठ हुआ, भक्तों ने दिव्य भोग लगाया। श्रद्धालुओं की ओर से यहां भी भंडारे का आयोजन किया गया। छोटी बाजार स्थित प्राचीन दक्षिणमुखी हनुमान मंदिर में सुबह विशेष आरती के साथ पूजन हुआ। दोपहर बाद भंडारा का आयोजन हुआ। bbox=[466, 2007, 919, 2162]
